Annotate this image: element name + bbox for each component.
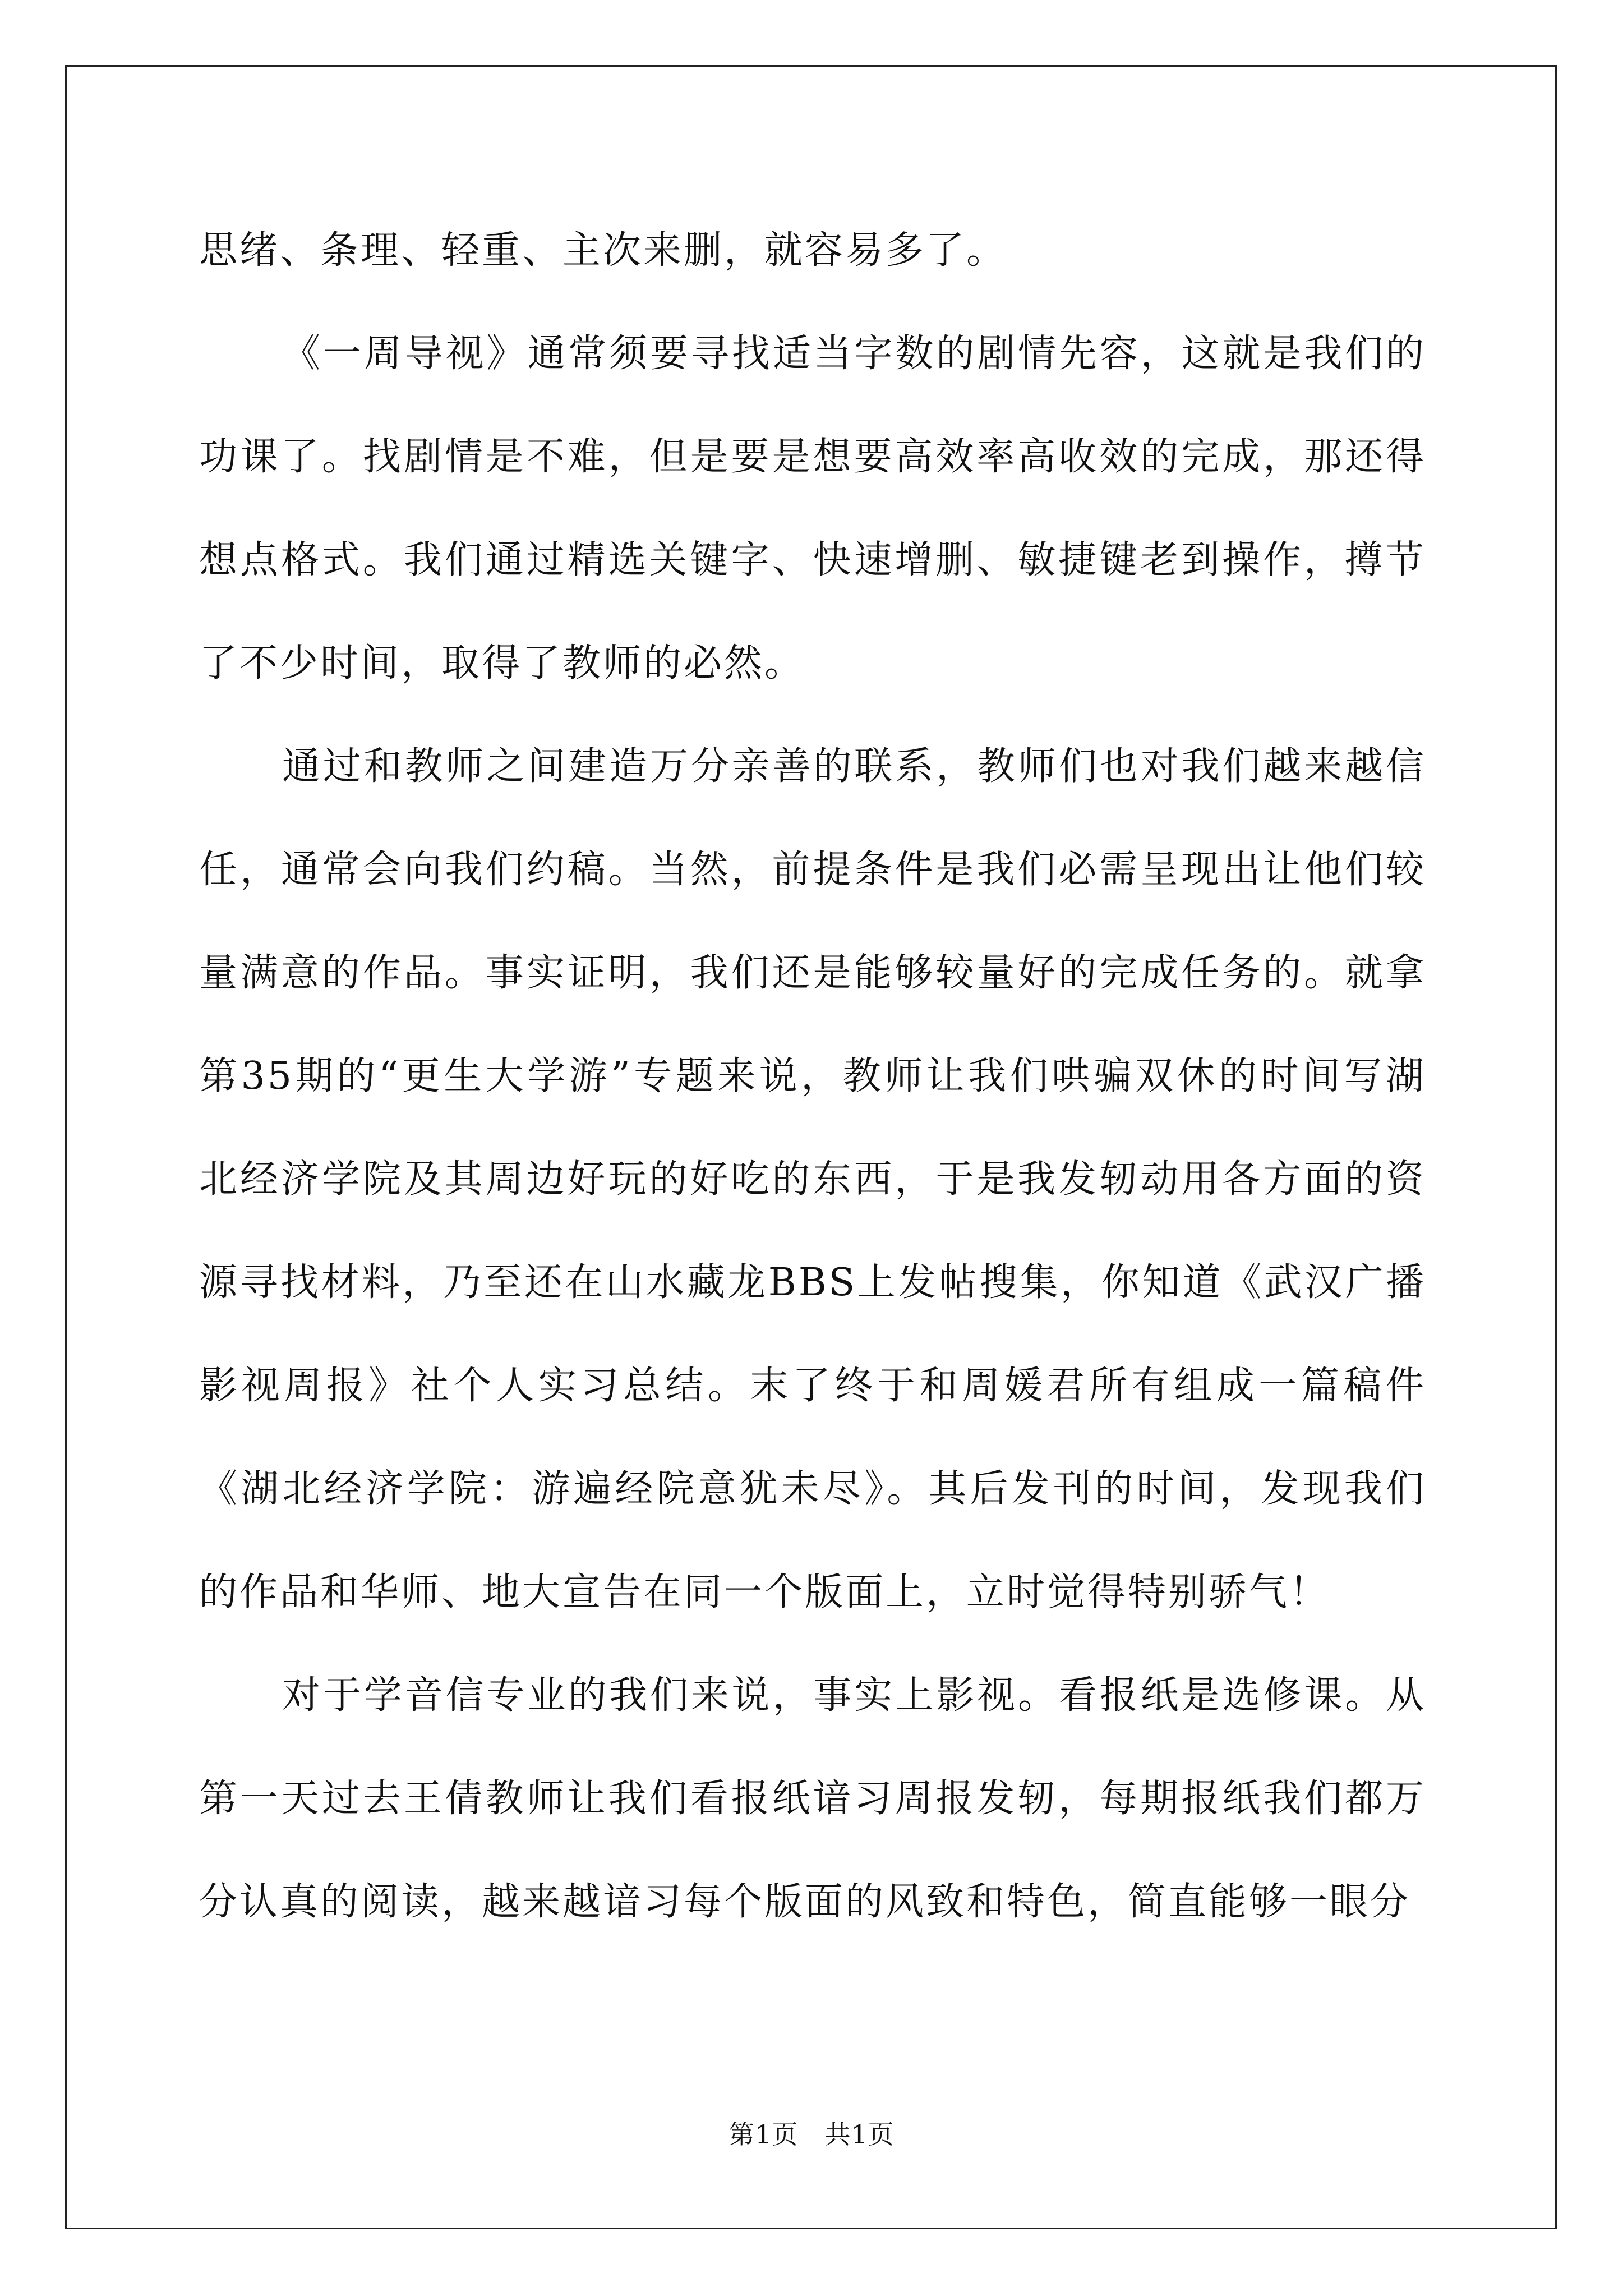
paragraph-3: 通过和教师之间建造万分亲善的联系，教师们也对我们越来越信任，通常会向我们约稿。当然，前提条件是我们必需呈现出让他们较量满意的作品。事实证明，我们还是能够较量好的完成任务的。就拿第35期的“更生大学游”专题来说，教师让我们哄骗双休的时间写湖北经济学院及其周边好玩的好吃的东西，于是我发轫动用各方面的资源寻找材料，乃至还在山水藏龙BBS上发帖搜集，你知道《武汉广播影视周报》社个人实习总结。末了终于和周媛君所有组成一篇稿件《湖北经济学院：游遍经院意犹未尽》。其后发刊的时间，发现我们的作品和华师、地大宣告在同一个版面上，立时觉得特别骄气！ [199, 744, 1426, 1614]
paragraph-2: 《一周导视》通常须要寻找适当字数的剧情先容，这就是我们的功课了。找剧情是不难，但是要是想要高效率高收效的完成，那还得想点格式。我们通过精选关键字、快速增删、敏捷键老到操作，撙节了不少时间，取得了教师的必然。 [199, 332, 1426, 685]
paragraph-1: 思绪、条理、轻重、主次来删，就容易多了。 [199, 228, 1007, 273]
page-number-footer: 第1页 共1页 [728, 2119, 895, 2150]
paragraph-4: 对于学音信专业的我们来说，事实上影视。看报纸是选修课。从第一天过去王倩教师让我们看报纸谙习周报发轫，每期报纸我们都万分认真的阅读，越来越谙习每个版面的风致和特色，简直能够一眼分 [199, 1673, 1426, 1924]
document-body [199, 199, 1426, 1954]
